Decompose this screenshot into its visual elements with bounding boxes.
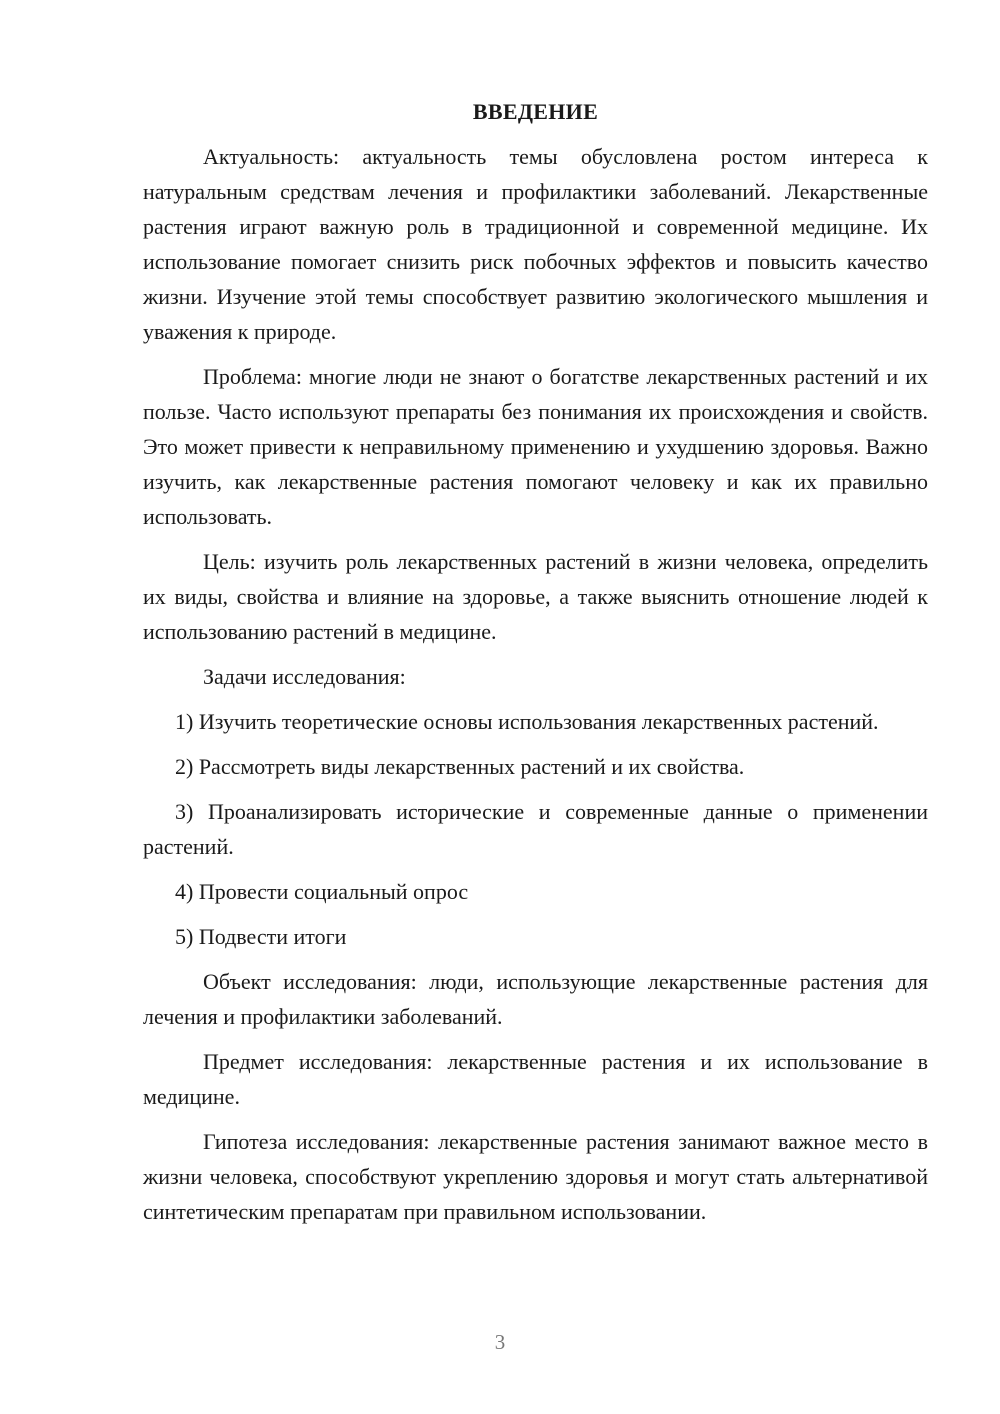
object-paragraph: Объект исследования: люди, использующие лекарственные растения для лечения и профилактики заболеваний.: [143, 969, 928, 1029]
task-item-5: 5) Подвести итоги: [175, 924, 347, 949]
task-item-4: 4) Провести социальный опрос: [175, 879, 469, 904]
task-item-3: 3) Проанализировать исторические и современные данные о применении растений.: [143, 799, 928, 859]
task-item-2: 2) Рассмотреть виды лекарственных растений и их свойства.: [175, 754, 745, 779]
task-item-1: 1) Изучить теоретические основы использования лекарственных растений.: [175, 709, 879, 734]
tasks-label: Задачи исследования:: [203, 664, 406, 689]
page-number: 3: [494, 1330, 506, 1354]
relevance-paragraph: Актуальность: актуальность темы обусловлена ростом интереса к натуральным средствам лечения и профилактики заболеваний. Лекарственные растения играют важную роль в традиционной и современной медицине. Их использование помогает снизить риск побочных эффектов и повысить качество жизни. Изучение этой темы способствует развитию экологического мышления и уважения к природе.: [143, 144, 928, 344]
hypothesis-paragraph: Гипотеза исследования: лекарственные растения занимают важное место в жизни человека, способствуют укреплению здоровья и могут стать альтернативой синтетическим препаратам при правильном использовании.: [143, 1129, 928, 1224]
problem-paragraph: Проблема: многие люди не знают о богатстве лекарственных растений и их пользе. Часто используют препараты без понимания их происхождения и свойств. Это может привести к неправильному применению и ухудшению здоровья. Важно изучить, как лекарственные растения помогают человеку и как их правильно использовать.: [143, 364, 928, 529]
subject-paragraph: Предмет исследования: лекарственные растения и их использование в медицине.: [143, 1049, 928, 1109]
document-body: [143, 94, 928, 1229]
goal-paragraph: Цель: изучить роль лекарственных растений в жизни человека, определить их виды, свойства и влияние на здоровье, а также выяснить отношение людей к использованию растений в медицине.: [143, 549, 928, 644]
section-heading: ВВЕДЕНИЕ: [472, 99, 599, 124]
